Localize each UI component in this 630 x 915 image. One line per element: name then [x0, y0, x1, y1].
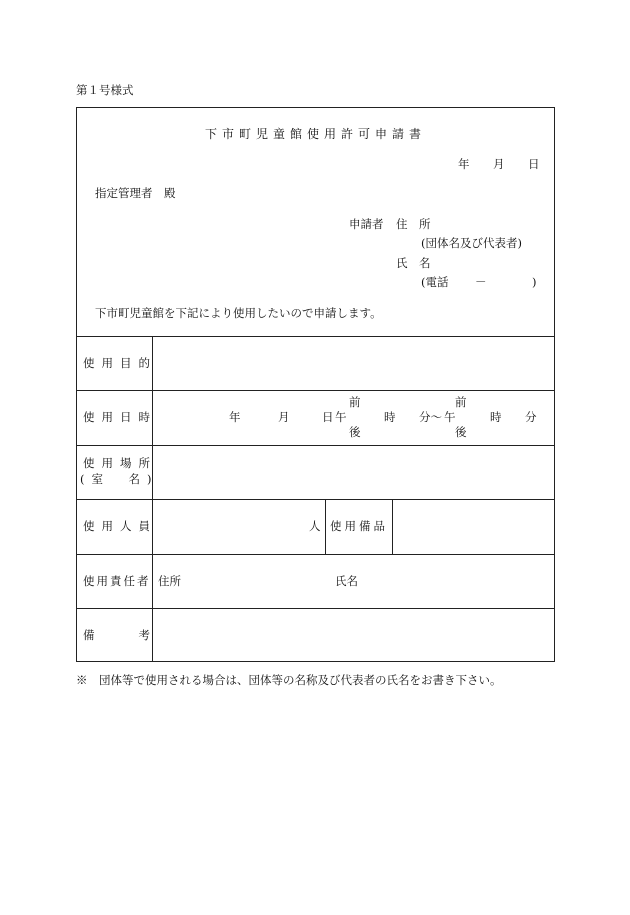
- addressee: 指定管理者 殿: [95, 186, 176, 200]
- datetime-am-from: 前: [349, 395, 361, 409]
- application-form: [76, 107, 555, 662]
- datetime-label: 使用日時: [83, 410, 157, 424]
- row-divider: [77, 390, 554, 391]
- people-equipment-divider: [325, 499, 326, 554]
- applicant-address-label: 住 所: [396, 217, 431, 231]
- row-divider: [77, 608, 554, 609]
- row-divider: [77, 554, 554, 555]
- applicant-group-note: (団体名及び代表者): [421, 236, 522, 250]
- applicant-phone-close: ): [532, 275, 537, 289]
- responsible-name-label: 氏名: [335, 574, 358, 588]
- people-unit: 人: [309, 519, 321, 533]
- datetime-am-to: 前: [455, 395, 467, 409]
- applicant-phone-label: (電話: [421, 275, 449, 289]
- datetime-hour-to: 時: [490, 410, 502, 424]
- equipment-value-divider: [392, 499, 393, 554]
- equipment-label: 使用備品: [330, 519, 388, 533]
- applicant-name-label: 氏 名: [396, 256, 431, 270]
- request-text: 下市町児童館を下記により使用したいので申請します。: [95, 306, 382, 320]
- date-month-label: 月: [493, 157, 505, 171]
- datetime-go-to: 午: [444, 410, 456, 424]
- people-field[interactable]: [157, 503, 302, 549]
- purpose-label: 使用目的: [83, 356, 157, 370]
- date-year-label: 年: [458, 157, 470, 171]
- remarks-field[interactable]: [157, 612, 551, 658]
- datetime-pm-to: 後: [455, 425, 467, 439]
- datetime-month: 月: [278, 410, 290, 424]
- people-label: 使用人員: [83, 519, 157, 533]
- applicant-label: 申請者: [349, 217, 384, 231]
- footnote: ※ 団体等で使用される場合は、団体等の名称及び代表者の氏名をお書き下さい。: [76, 673, 502, 687]
- row-divider: [77, 445, 554, 446]
- responsible-address-label: 住所: [158, 574, 181, 588]
- remarks-label: 備 考: [83, 628, 157, 642]
- datetime-year: 年: [229, 410, 241, 424]
- purpose-field[interactable]: [157, 340, 551, 386]
- datetime-go-from: 午: [335, 410, 347, 424]
- equipment-field[interactable]: [397, 503, 551, 549]
- label-column-divider: [152, 336, 153, 662]
- datetime-minute-from: 分〜: [419, 410, 442, 424]
- place-field[interactable]: [157, 449, 551, 495]
- place-label-line2: (室 名): [80, 472, 159, 486]
- row-divider: [77, 499, 554, 500]
- datetime-hour-from: 時: [384, 410, 396, 424]
- place-label-line1: 使用場所: [83, 456, 157, 470]
- form-title: 下市町児童館使用許可申請書: [204, 127, 426, 141]
- datetime-minute-to: 分: [525, 410, 537, 424]
- datetime-pm-from: 後: [349, 425, 361, 439]
- form-number: 第１号様式: [76, 83, 134, 97]
- datetime-day: 日: [322, 410, 334, 424]
- applicant-phone-dash: －: [475, 275, 487, 289]
- responsible-label: 使用責任者: [83, 574, 151, 588]
- row-divider: [77, 336, 554, 337]
- date-day-label: 日: [528, 157, 540, 171]
